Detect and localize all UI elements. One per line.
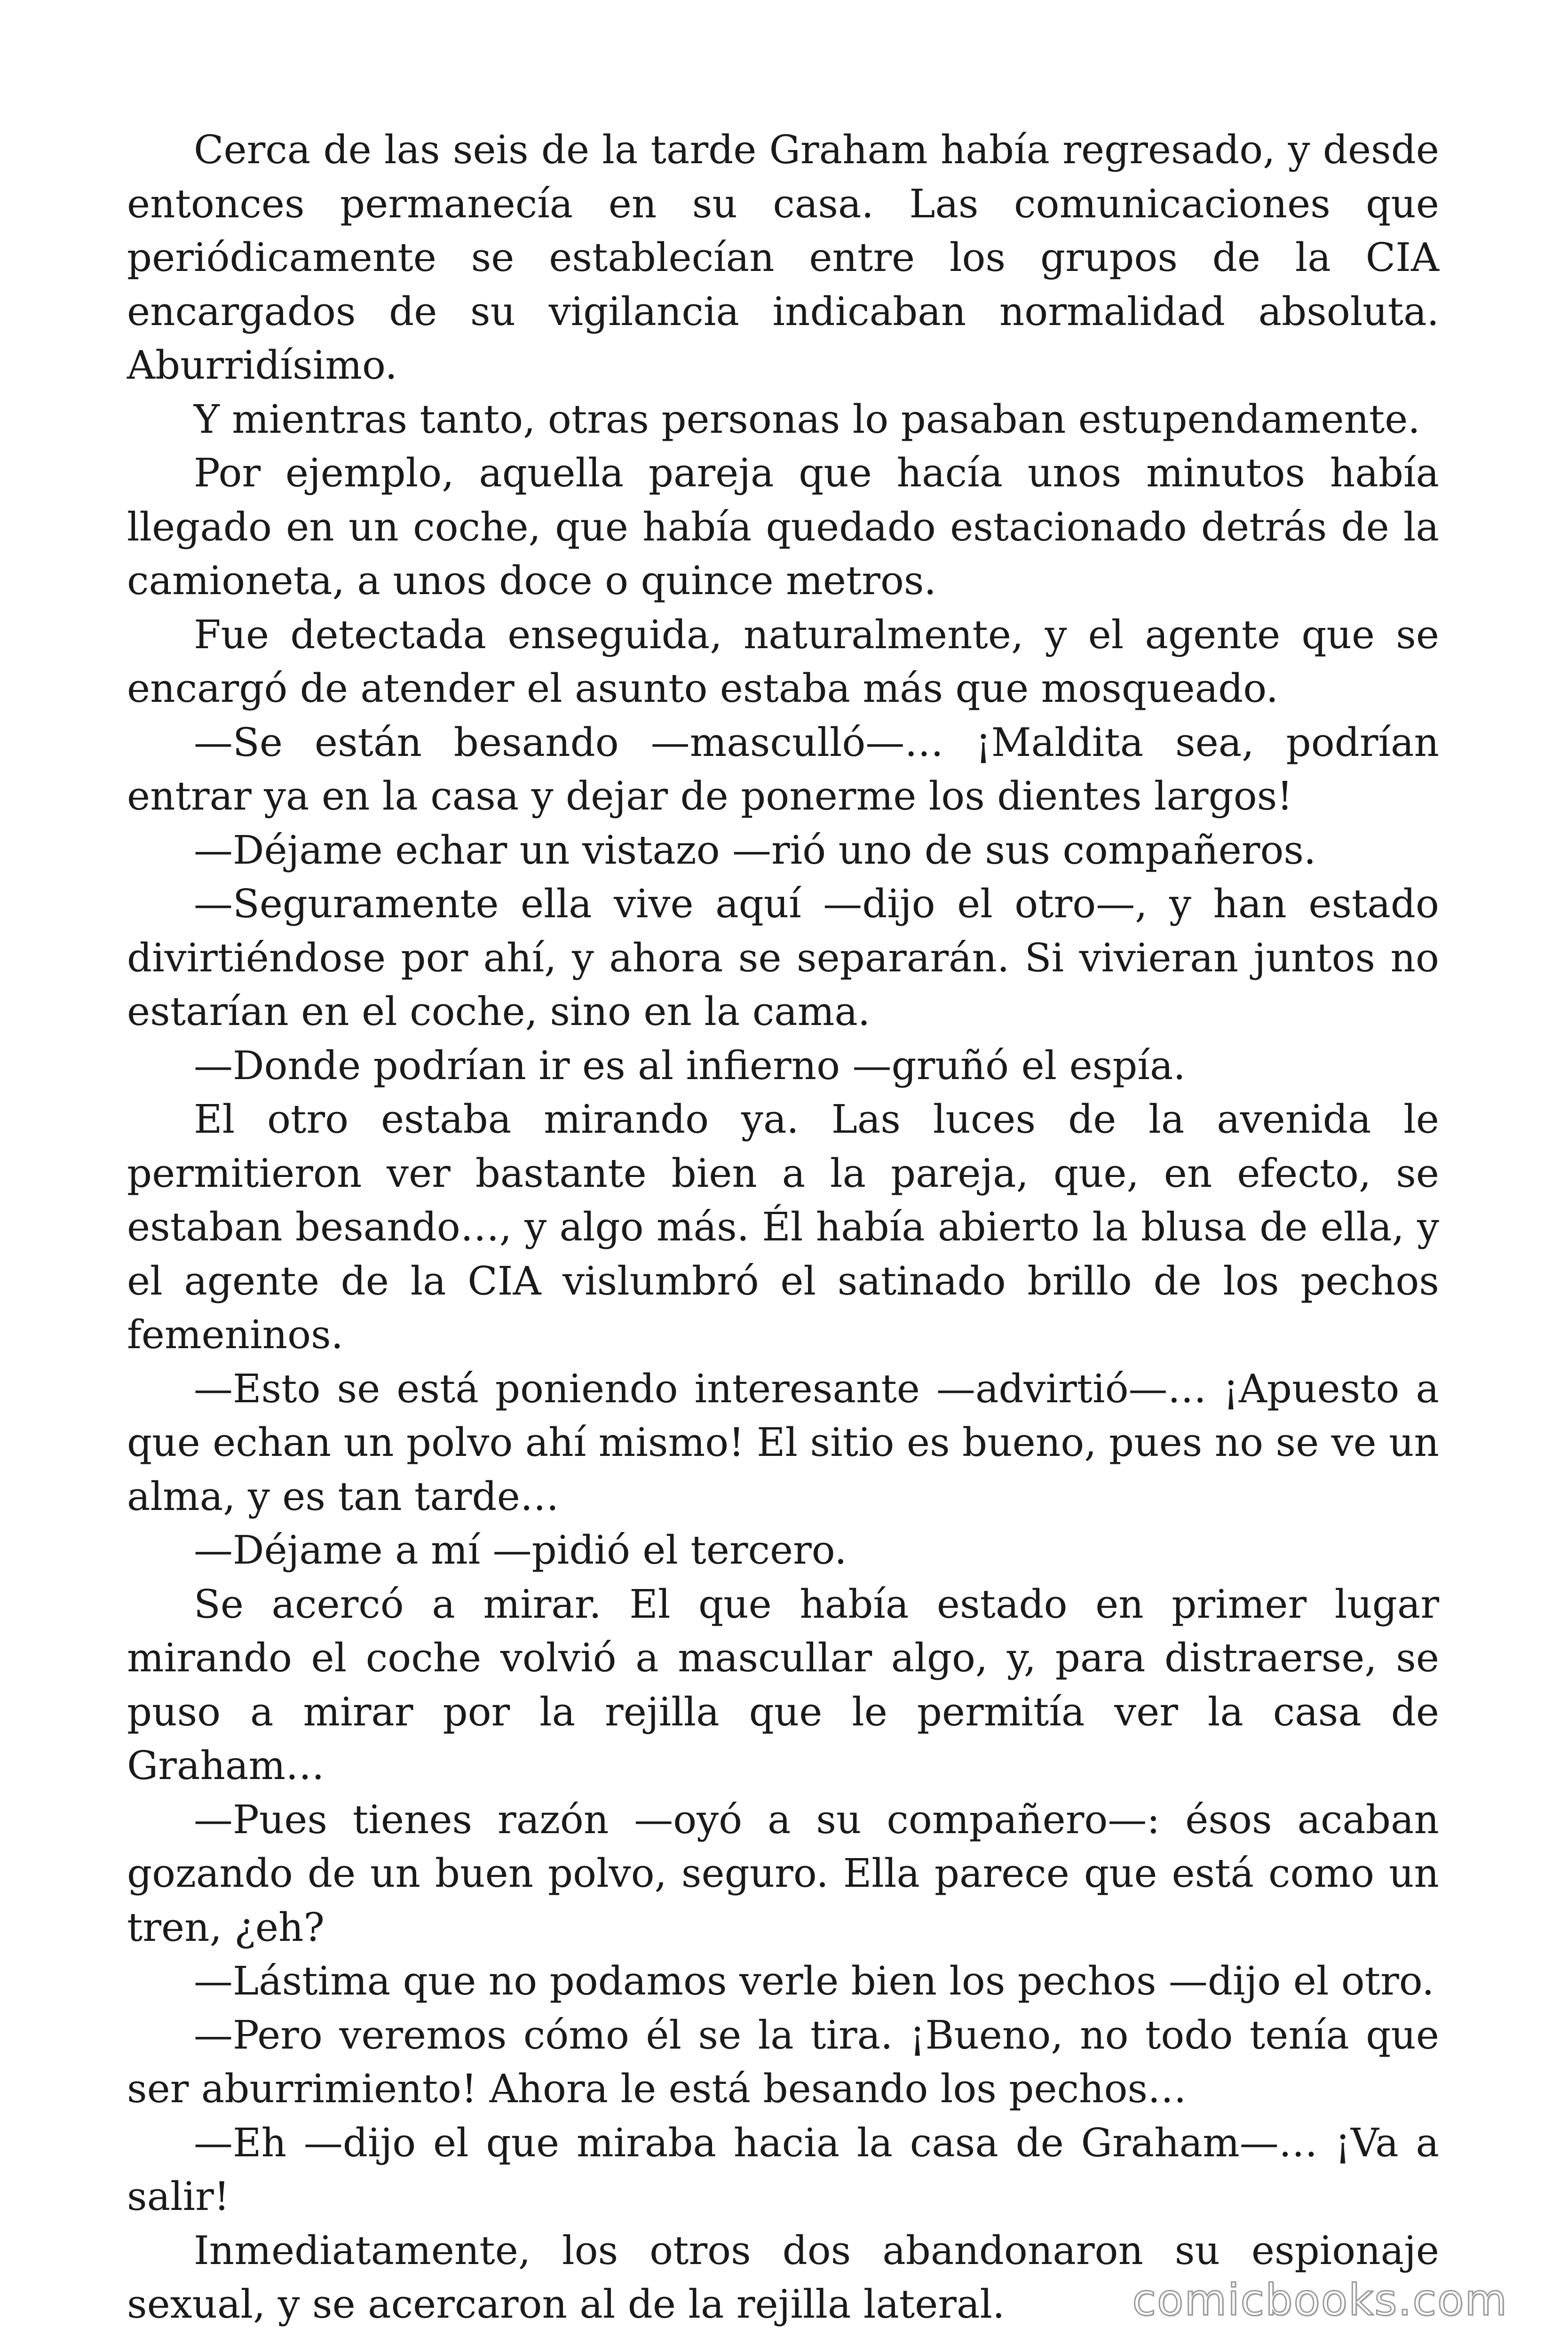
paragraph: —Se están besando —masculló—… ¡Maldita sea, podrían entrar ya en la casa y dejar de ponerme los dientes largos! xyxy=(127,719,1439,819)
paragraph: —Pues tienes razón —oyó a su compañero—: ésos acaban gozando de un buen polvo, seguro. Ella parece que está como un tren, ¿eh? xyxy=(127,1796,1439,1950)
paragraph: —Lástima que no podamos verle bien los pechos —dijo el otro. xyxy=(194,1958,1434,2004)
paragraph: Se acercó a mirar. El que había estado en primer lugar mirando el coche volvió a mascullar algo, y, para distraerse, se puso a mirar por la rejilla que le permitía ver la casa de Graham… xyxy=(127,1581,1439,1788)
paragraph: —Déjame a mí —pidió el tercero. xyxy=(194,1527,847,1573)
paragraph: —Eh —dijo el que miraba hacia la casa de Graham—… ¡Va a salir! xyxy=(127,2120,1439,2219)
paragraph: Cerca de las seis de la tarde Graham había regresado, y desde entonces permanecía en su casa. Las comunicaciones que periódicamente se establecían entre los grupos de la CIA encargados de su vigilancia indicaban normalidad absoluta. Aburridísimo. xyxy=(127,127,1439,388)
paragraph: Y mientras tanto, otras personas lo pasaban estupendamente. xyxy=(194,396,1420,442)
paragraph: Fue detectada enseguida, naturalmente, y el agente que se encargó de atender el asunto estaba más que mosqueado. xyxy=(127,612,1439,711)
paragraph: Inmediatamente, los otros dos abandonaron su espionaje sexual, y se acercaron al de la rejilla lateral. xyxy=(127,2227,1439,2327)
paragraph: —Pero veremos cómo él se la tira. ¡Bueno, no todo tenía que ser aburrimiento! Ahora le está besando los pechos… xyxy=(127,2012,1439,2112)
paragraph: Por ejemplo, aquella pareja que hacía unos minutos había llegado en un coche, que había quedado estacionado detrás de la camioneta, a unos doce o quince metros. xyxy=(127,450,1439,604)
paragraph: —Esto se está poniendo interesante —advirtió—… ¡Apuesto a que echan un polvo ahí mismo! El sitio es bueno, pues no se ve un alma, y es tan tarde… xyxy=(127,1366,1439,1519)
paragraph: —Seguramente ella vive aquí —dijo el otro—, y han estado divirtiéndose por ahí, y ahora se separarán. Si vivieran juntos no estarían en el coche, sino en la cama. xyxy=(127,881,1439,1034)
watermark: comicbooks.com xyxy=(1132,2275,1508,2325)
paragraph: —Déjame echar un vistazo —rió uno de sus compañeros. xyxy=(194,827,1316,873)
paragraph: El otro estaba mirando ya. Las luces de la avenida le permitieron ver bastante bien a la pareja, que, en efecto, se estaban besando…, y algo más. Él había abierto la blusa de ella, y el agente de la CIA vislumbró el satinado brillo de los pechos femeninos. xyxy=(127,1097,1439,1358)
book-page-text xyxy=(127,123,1439,2332)
paragraph: —Donde podrían ir es al infierno —gruñó el espía. xyxy=(194,1042,1186,1089)
